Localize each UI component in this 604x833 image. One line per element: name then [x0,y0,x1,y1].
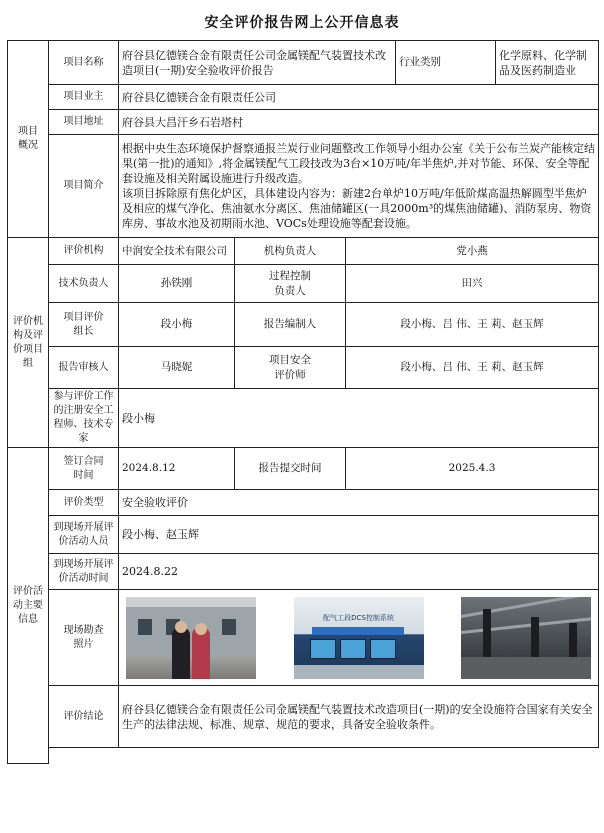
photo-row [122,597,595,679]
photo-window-shape [222,619,236,635]
type-label: 评价类型 [49,490,119,516]
process-label-text: 过程控制 负责人 [269,269,311,297]
photo-desk-shape [294,665,424,679]
org-head-label: 机构负责人 [235,238,346,265]
site-time-label: 到现场开展评价活动时间 [49,554,119,590]
participants-value: 段小梅 [119,389,599,448]
industry-label: 行业类别 [396,41,496,85]
submit-date: 2025.4.3 [346,448,599,490]
activity-section-label [8,448,49,764]
writers-value: 段小梅、吕 伟、王 莉、赵玉辉 [346,303,599,347]
conclusion-value: 府谷县亿德镁合金有限责任公司金属镁配气装置技术改造项目(一期)的安全设施符合国家有关安全生产的法律法规、标准、规章、规范的要求，具备安全验收条件。 [119,686,599,748]
reviewer-label: 报告审核人 [49,347,119,389]
tech-label: 技术负责人 [49,265,119,303]
photos-cell [119,590,599,686]
evaluators-label-text: 项目安全 评价师 [269,353,311,381]
owner-value: 府谷县亿德镁合金有限责任公司 [119,85,599,110]
leader-value: 段小梅 [119,303,235,347]
photo-screen-shape [370,639,396,659]
contract-label [49,448,119,490]
table-bottom-spacer [49,748,599,764]
evaluators-label [235,347,346,389]
overview-section-label [8,41,49,238]
overview-section-text: 项目 概况 [18,126,38,151]
photo-person-shape [172,627,190,679]
project-name-value: 府谷县亿德镁合金有限责任公司金属镁配气装置技术改造项目(一期)安全验收评价报告 [119,41,396,85]
photo-window-shape [138,619,152,635]
photos-label-text: 现场勘查 照片 [63,624,104,650]
participants-label: 参与评价工作的注册安全工程师、技术专家 [49,389,119,448]
site-photo-dcs [294,597,424,679]
leader-label-text: 项目评价 组长 [63,311,104,337]
process-label [235,265,346,303]
address-label: 项目地址 [49,110,119,135]
contract-date: 2024.8.12 [119,448,235,490]
team-section-label [8,238,49,448]
info-table [7,40,599,764]
page-title: 安全评价报告网上公开信息表 [204,15,400,31]
photo-screen-shape [340,639,366,659]
photos-label [49,590,119,686]
industry-value: 化学原料、化学制品及医药制造业 [496,41,599,85]
site-photo-people [126,597,256,679]
org-label: 评价机构 [49,238,119,265]
owner-label: 项目业主 [49,85,119,110]
photo-screen-shape [310,639,336,659]
photo-head-shape [195,623,207,635]
leader-label [49,303,119,347]
org-head-value: 党小燕 [346,238,599,265]
writers-label: 报告编制人 [235,303,346,347]
activity-section-text: 评价活 动主要 信息 [13,585,43,625]
contract-label-text: 签订合同 时间 [63,455,104,481]
conclusion-label: 评价结论 [49,686,119,748]
process-value: 田兴 [346,265,599,303]
reviewer-value: 马晓妮 [119,347,235,389]
submit-label: 报告提交时间 [235,448,346,490]
type-value: 安全验收评价 [119,490,599,516]
photo-head-shape [175,621,187,633]
project-name-label: 项目名称 [49,41,119,85]
photo-floor-shape [461,657,591,679]
site-people-value: 段小梅、赵玉辉 [119,516,599,554]
intro-label: 项目简介 [49,135,119,238]
intro-paragraph-2: 该项目拆除原有焦化炉区，具体建设内容为：新建2台单炉10万吨/年低阶煤高温热解圆型半焦炉及相应的煤气净化、焦油氨水分离区、焦油储罐区(一具2000m³的煤焦油储罐)、消防泵房、物资库房、事故水池及初期雨水池、VOCs处理设施等配套设施。 [122,187,592,230]
photo-beam-shape [461,597,591,618]
address-value: 府谷县大昌汗乡石岩塔村 [119,110,599,135]
intro-value [119,135,599,238]
org-value: 中润安全技术有限公司 [119,238,235,265]
site-people-label: 到现场开展评价活动人员 [49,516,119,554]
tech-value: 孙铁刚 [119,265,235,303]
site-time-value: 2024.8.22 [119,554,599,590]
team-section-text: 评价机 构及评 价项目 组 [13,315,43,369]
evaluators-value: 段小梅、吕 伟、王 莉、赵玉辉 [346,347,599,389]
photo-caption: 配气工段DCS控制系统 [323,613,394,622]
photo-banner-shape [312,627,404,635]
site-photo-plant [461,597,591,679]
intro-paragraph-1: 根据中央生态环境保护督察通报兰炭行业问题整改工作领导小组办公室《关于公布兰炭产能核定结果(第一批)的通知》,将金属镁配气工段技改为3台×10万吨/年半焦炉,并对节能、环保、安全等配套设施及相关附属设施进行升级改造。 [122,142,595,185]
